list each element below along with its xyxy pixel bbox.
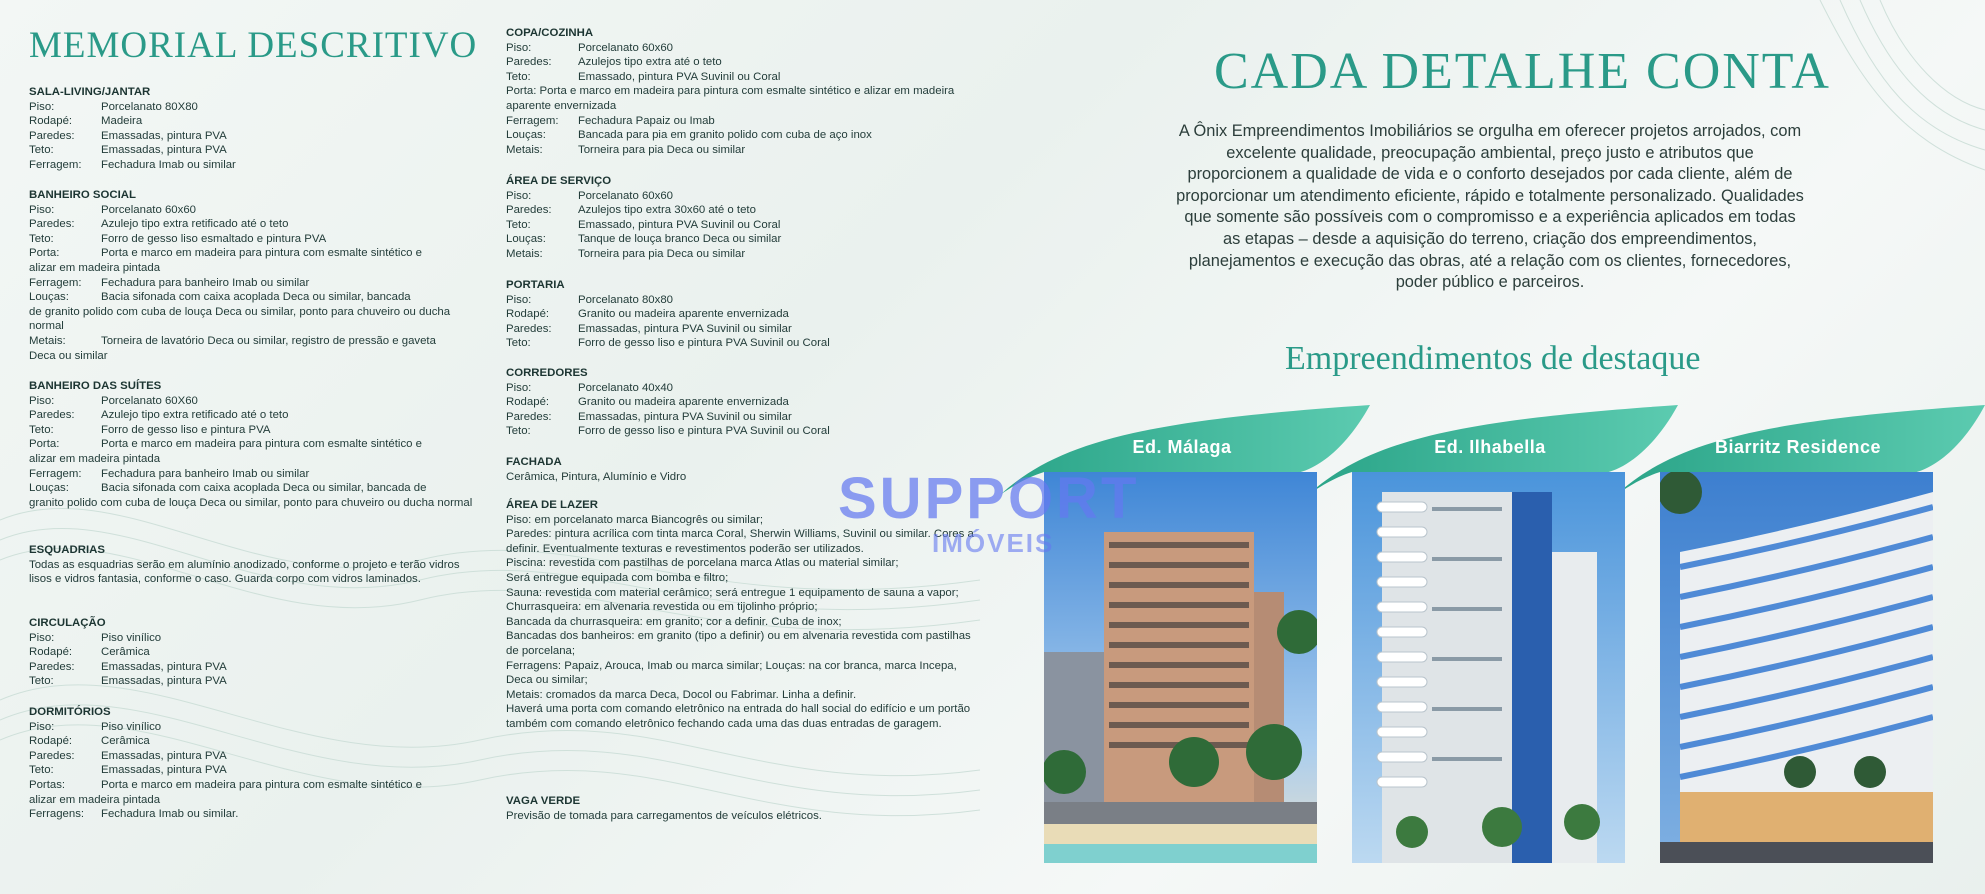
spec-continuation: alizar em madeira pintada <box>29 793 161 806</box>
section-title: VAGA VERDE <box>506 795 581 807</box>
spec-row <box>506 114 976 129</box>
spec-label: Metais: <box>506 247 543 260</box>
spec-row <box>506 336 976 351</box>
spec-value: Porcelanato 60x60 <box>578 189 673 202</box>
spec-value: Emassadas, pintura PVA <box>101 764 227 777</box>
spec-row <box>506 381 976 396</box>
spec-row <box>29 467 484 482</box>
page-title-memorial: MEMORIAL DESCRITIVO <box>29 25 478 66</box>
spec-value: Porta e marco em madeira para pintura com esmalte sintético e <box>101 438 422 451</box>
section-servico <box>506 174 976 262</box>
section-vaga-verde <box>506 794 976 823</box>
spec-value: Forro de gesso liso e pintura PVA Suvinil ou Coral <box>578 425 830 438</box>
spec-row <box>506 395 976 410</box>
spec-row <box>506 143 976 158</box>
spec-row <box>29 763 484 778</box>
spec-value: Emassadas, pintura PVA <box>101 129 227 142</box>
section-circulacao <box>29 616 484 689</box>
spec-row <box>506 41 976 56</box>
spec-value: Emassadas, pintura PVA <box>101 749 227 762</box>
spec-value: Forro de gesso liso e pintura PVA Suvinil ou Coral <box>578 337 830 350</box>
spec-value: Azulejo tipo extra retificado até o teto <box>101 218 289 231</box>
spec-label: Piso: <box>29 631 55 644</box>
spec-label: Paredes: <box>29 129 75 142</box>
spec-value: Fechadura Imab ou similar <box>101 158 236 171</box>
spec-label: Paredes: <box>506 56 552 69</box>
spec-label: Teto: <box>29 144 54 157</box>
spec-value: Bancada para pia em granito polido com cuba de aço inox <box>578 129 872 142</box>
headline-cada-detalhe: CADA DETALHE CONTA <box>1214 43 1831 100</box>
section-dormitorios <box>29 705 484 822</box>
section-corredores <box>506 366 976 439</box>
spec-label: Paredes: <box>29 409 75 422</box>
spec-row <box>29 660 484 675</box>
spec-value: Emassadas, pintura PVA <box>101 660 227 673</box>
spec-row <box>29 734 484 749</box>
spec-row <box>29 334 484 349</box>
spec-row <box>29 437 484 452</box>
spec-value: Bacia sifonada com caixa acoplada Deca ou similar, bancada de <box>101 482 427 495</box>
spec-row <box>29 114 484 129</box>
spec-label: Paredes: <box>506 322 552 335</box>
spec-row <box>29 631 484 646</box>
spec-label: Louças: <box>506 129 546 142</box>
section-title: ÁREA DE SERVIÇO <box>506 175 612 187</box>
spec-value: Porcelanato 60X60 <box>101 394 198 407</box>
spec-row <box>29 720 484 735</box>
spec-row <box>506 247 976 262</box>
spec-label: Teto: <box>29 675 54 688</box>
spec-value: Fechadura para banheiro Imab ou similar <box>101 276 310 289</box>
spec-value: Granito ou madeira aparente envernizada <box>578 308 789 321</box>
card-label-malaga: Ed. Málaga <box>1132 437 1232 457</box>
section-title: CIRCULAÇÃO <box>29 617 106 629</box>
spec-continuation: alizar em madeira pintada <box>29 452 161 465</box>
spec-label: Piso: <box>29 394 55 407</box>
spec-value: Porcelanato 60x60 <box>101 203 196 216</box>
section-title: COPA/COZINHA <box>506 27 594 39</box>
spec-row <box>506 307 976 322</box>
spec-value: Azulejos tipo extra 30x60 até o teto <box>578 204 756 217</box>
spec-label: Piso: <box>29 100 55 113</box>
spec-label: Piso: <box>506 189 532 202</box>
spec-value: Porta e marco em madeira para pintura com esmalte sintético e <box>101 778 422 791</box>
watermark-imoveis: IMÓVEIS <box>932 528 1055 558</box>
spec-row <box>29 246 484 261</box>
spec-value: Piso vinílico <box>101 720 162 733</box>
spec-value: Torneira para pia Deca ou similar <box>578 247 746 260</box>
section-title: DORMITÓRIOS <box>29 706 111 718</box>
section-text: Porta: Porta e marco em madeira para pintura com esmalte sintético e alizar em madeira aparente envernizada <box>506 85 955 112</box>
spec-label: Porta: <box>29 438 60 451</box>
card-label-biarritz: Biarritz Residence <box>1714 437 1882 457</box>
card-label-ilhabella: Ed. Ilhabella <box>1434 437 1546 457</box>
spec-label: Louças: <box>29 482 69 495</box>
spec-row <box>506 218 976 233</box>
spec-label: Piso: <box>506 41 532 54</box>
section-title: ÁREA DE LAZER <box>506 499 598 511</box>
spec-label: Paredes: <box>29 218 75 231</box>
spec-value: Cerâmica <box>101 735 150 748</box>
photo-ilhabella <box>1352 472 1625 863</box>
spec-row <box>506 322 976 337</box>
spec-value: Emassadas, pintura PVA Suvinil ou similar <box>578 410 792 423</box>
section-title: CORREDORES <box>506 367 588 379</box>
spec-label: Ferragem: <box>29 276 82 289</box>
spec-label: Paredes: <box>506 204 552 217</box>
section-title: PORTARIA <box>506 279 565 291</box>
section-lazer <box>506 498 976 732</box>
section-title: BANHEIRO SOCIAL <box>29 189 136 201</box>
section-banheiro-suites <box>29 379 484 510</box>
section-sala <box>29 85 484 173</box>
section-text: Todas as esquadrias serão em alumínio anodizado, conforme o projeto e terão vidros lisos e vidros fantasia, conforme o caso. Guarda corpo com vidros laminados. <box>29 558 460 586</box>
spec-row <box>506 70 976 85</box>
spec-row <box>29 232 484 247</box>
spec-label: Piso: <box>506 293 532 306</box>
spec-value: Granito ou madeira aparente envernizada <box>578 396 789 409</box>
section-text: Cerâmica, Pintura, Alumínio e Vidro <box>506 470 687 483</box>
spec-label: Teto: <box>29 423 54 436</box>
section-esquadrias <box>29 543 484 587</box>
spec-value: Forro de gesso liso esmaltado e pintura PVA <box>101 232 327 245</box>
section-title: FACHADA <box>506 456 562 468</box>
spec-row <box>29 481 484 496</box>
subtitle-empreendimentos: Empreendimentos de destaque <box>1285 340 1701 377</box>
spec-label: Paredes: <box>29 749 75 762</box>
spec-label: Paredes: <box>29 660 75 673</box>
spec-value: Emassado, pintura PVA Suvinil ou Coral <box>578 70 781 83</box>
spec-value: Torneira de lavatório Deca ou similar, registro de pressão e gaveta <box>101 334 436 347</box>
spec-value: Forro de gesso liso e pintura PVA <box>101 423 271 436</box>
photo-biarritz <box>1660 472 1933 863</box>
spec-value: Emassadas, pintura PVA <box>101 675 227 688</box>
spec-value: Torneira para pia Deca ou similar <box>578 143 746 156</box>
spec-label: Louças: <box>29 291 69 304</box>
spec-label: Teto: <box>506 70 531 83</box>
spec-row <box>506 128 976 143</box>
spec-row <box>29 645 484 660</box>
spec-label: Ferragem: <box>506 114 559 127</box>
spec-value: Tanque de louça branco Deca ou similar <box>578 233 782 246</box>
section-text: Piso: em porcelanato marca Biancogrês ou similar; Paredes: pintura acrílica com tinta marca Coral, Sherwin Williams, Suvinil ou similar. Cores a definir. Eventualmente texturas e revestimentos poderão ser utilizados. Piscina: revestida com pastilhas de porcelana marca Atlas ou material similar; Será entregue equipada com bomba e filtro; Sauna: revestida com material cerâmico; será entregue 1 equipamento de sauna a vapor; Churrasqueira: em alvenaria revestida ou em tijolinho próprio; Bancada da churrasqueira: em granito; cor a definir. Cuba de inox; Bancadas dos banheiros: em granito (tipo a definir) ou em alvenaria revestida com pastilhas de porcelana; Ferragens: Papaiz, Arouca, Imab ou marca similar; Louças: na cor branca, marca Incepa, Deca ou similar; Metais: cromados da marca Deca, Docol ou Fabrimar. Linha a definir. Haverá uma porta com comando eletrônico na entrada do hall social do edifício e um portão também com comando eletrônico fechando cada uma das duas entradas de garagem. <box>506 513 974 730</box>
spec-row <box>29 143 484 158</box>
spec-row <box>29 158 484 173</box>
spec-label: Louças: <box>506 233 546 246</box>
spec-row <box>29 674 484 689</box>
spec-row <box>29 423 484 438</box>
spec-row <box>29 807 484 822</box>
spec-label: Ferragens: <box>29 808 85 821</box>
spec-value: Porcelanato 80x80 <box>578 293 673 306</box>
spec-label: Ferragem: <box>29 158 82 171</box>
spec-value: Porta e marco em madeira para pintura com esmalte sintético e <box>101 247 422 260</box>
section-banheiro-social <box>29 188 484 363</box>
spec-label: Teto: <box>506 337 531 350</box>
spec-continuation: alizar em madeira pintada <box>29 261 161 274</box>
section-portaria <box>506 278 976 351</box>
spec-value: Azulejo tipo extra retificado até o teto <box>101 409 289 422</box>
spec-value: Bacia sifonada com caixa acoplada Deca ou similar, bancada <box>101 291 411 304</box>
spec-label: Rodapé: <box>29 735 73 748</box>
spec-label: Piso: <box>29 203 55 216</box>
spec-label: Rodapé: <box>29 115 73 128</box>
spec-label: Porta: <box>29 247 60 260</box>
spec-row <box>506 293 976 308</box>
spec-label: Teto: <box>506 218 531 231</box>
spec-label: Teto: <box>29 764 54 777</box>
spec-label: Teto: <box>29 232 54 245</box>
spec-label: Rodapé: <box>29 646 73 659</box>
spec-value: Emassado, pintura PVA Suvinil ou Coral <box>578 218 781 231</box>
spec-value: Madeira <box>101 115 143 128</box>
spec-continuation: Deca ou similar <box>29 349 108 362</box>
spec-label: Rodapé: <box>506 308 550 321</box>
spec-label: Ferragem: <box>29 467 82 480</box>
spec-value: Piso vinílico <box>101 631 162 644</box>
spec-value: Azulejos tipo extra até o teto <box>578 56 722 69</box>
spec-row <box>29 276 484 291</box>
spec-row <box>506 232 976 247</box>
spec-value: Porcelanato 40x40 <box>578 381 673 394</box>
spec-row <box>29 129 484 144</box>
spec-value: Porcelanato 80X80 <box>101 100 198 113</box>
spec-value: Fechadura Papaiz ou Imab <box>578 114 715 127</box>
section-copa <box>506 26 976 157</box>
spec-label: Piso: <box>29 720 55 733</box>
spec-label: Portas: <box>29 778 66 791</box>
spec-label: Paredes: <box>506 410 552 423</box>
spec-value: Fechadura para banheiro Imab ou similar <box>101 467 310 480</box>
spec-label: Piso: <box>506 381 532 394</box>
spec-value: Emassadas, pintura PVA Suvinil ou similar <box>578 322 792 335</box>
watermark-support: SUPPORT <box>838 466 1140 531</box>
spec-row <box>29 203 484 218</box>
spec-row <box>29 290 484 305</box>
spec-value: Fechadura Imab ou similar. <box>101 808 239 821</box>
spec-value: Porcelanato 60x60 <box>578 41 673 54</box>
spec-row <box>506 189 976 204</box>
spec-value: Cerâmica <box>101 646 150 659</box>
spec-row <box>29 394 484 409</box>
spec-row <box>29 778 484 793</box>
spec-continuation: granito polido com cuba de louça Deca ou similar, ponto para chuveiro ou ducha normal <box>29 496 473 509</box>
spec-row <box>29 749 484 764</box>
spec-label: Metais: <box>506 143 543 156</box>
spec-value: Emassadas, pintura PVA <box>101 144 227 157</box>
spec-label: Metais: <box>29 334 66 347</box>
spec-row <box>29 217 484 232</box>
section-title: SALA-LIVING/JANTAR <box>29 86 151 98</box>
section-title: BANHEIRO DAS SUÍTES <box>29 380 162 392</box>
spec-row <box>506 424 976 439</box>
spec-row <box>29 408 484 423</box>
spec-label: Rodapé: <box>506 396 550 409</box>
spec-row <box>29 100 484 115</box>
spec-row <box>506 410 976 425</box>
spec-continuation: de granito polido com cuba de louça Deca ou similar, ponto para chuveiro ou ducha normal <box>29 305 451 333</box>
intro-paragraph: A Ônix Empreendimentos Imobiliários se orgulha em oferecer projetos arrojados, com excelente qualidade, preocupação ambiental, preço justo e atributos que proporcionem a qualidade de vida e o conforto desejados por cada cliente, além de proporcionar um atendimento eficiente, rápido e totalmente personalizado. Qualidades que somente são possíveis com o compromisso e a experiência aplicados em todas as etapas – desde a aquisição do terreno, criação dos empreendimentos, planejamentos e execução das obras, até a relação com os clientes, fornecedores, poder público e parceiros. <box>1176 122 1804 292</box>
spec-row <box>506 55 976 70</box>
section-text: Previsão de tomada para carregamentos de veículos elétricos. <box>506 809 822 822</box>
spec-label: Teto: <box>506 425 531 438</box>
section-title: ESQUADRIAS <box>29 544 105 556</box>
spec-row <box>506 203 976 218</box>
